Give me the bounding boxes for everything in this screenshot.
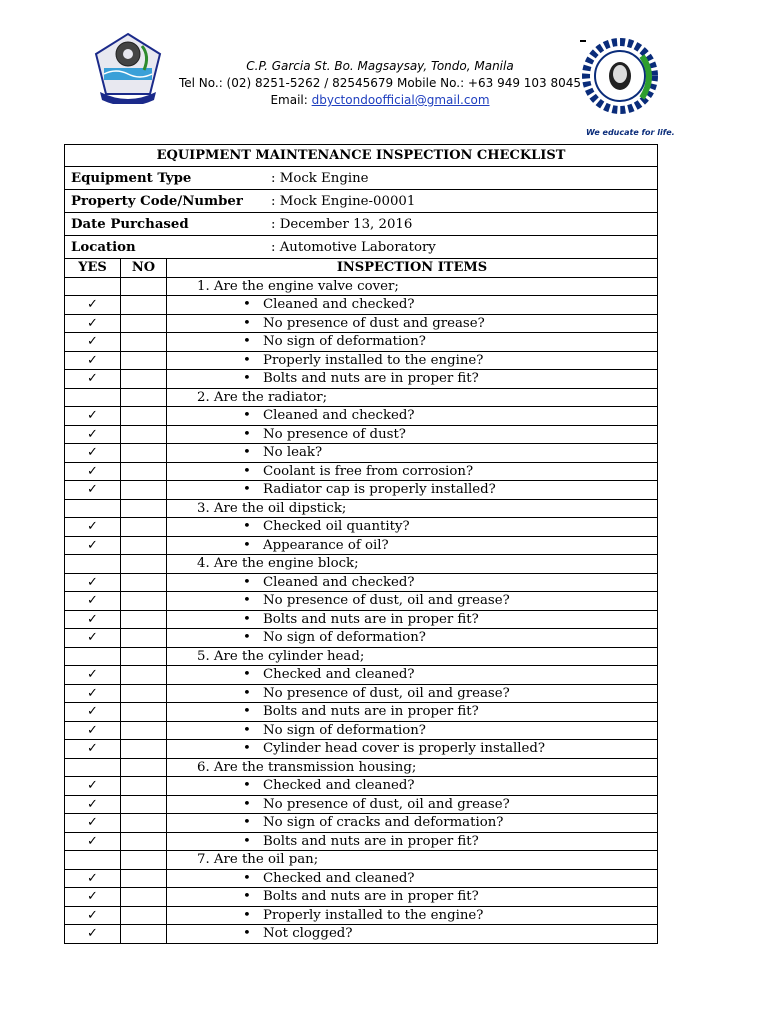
item-cell [167, 703, 658, 722]
bullet-icon: • [243, 297, 251, 313]
no-check-cell[interactable] [121, 425, 167, 444]
no-check-cell[interactable] [121, 814, 167, 833]
question-row [65, 499, 658, 518]
no-check-cell[interactable] [121, 925, 167, 944]
inspection-item-row [65, 888, 658, 907]
check-mark-icon: ✓ [87, 926, 98, 942]
item-text: No sign of cracks and deformation? [263, 815, 504, 831]
item-cell [167, 592, 658, 611]
bullet-icon: • [243, 778, 251, 794]
item-cell [167, 462, 658, 481]
inspection-item-row [65, 777, 658, 796]
bullet-icon: • [243, 889, 251, 905]
inspection-item-row [65, 610, 658, 629]
check-mark-icon: ✓ [87, 297, 98, 313]
inspection-item-row [65, 425, 658, 444]
no-check-cell[interactable] [121, 592, 167, 611]
question-text: 3. Are the oil dipstick; [167, 499, 658, 518]
item-text: No presence of dust, oil and grease? [263, 685, 510, 701]
no-check-cell[interactable] [121, 666, 167, 685]
yes-check-cell[interactable] [65, 462, 121, 481]
bullet-icon: • [243, 445, 251, 461]
no-cell[interactable] [121, 388, 167, 407]
no-check-cell[interactable] [121, 407, 167, 426]
item-text: Bolts and nuts are in proper fit? [263, 833, 479, 849]
inspection-item-row [65, 481, 658, 500]
item-text: Cleaned and checked? [263, 574, 415, 590]
item-text: No presence of dust, oil and grease? [263, 796, 510, 812]
question-text: 4. Are the engine block; [167, 555, 658, 574]
item-cell [167, 536, 658, 555]
no-check-cell[interactable] [121, 906, 167, 925]
yes-cell[interactable] [65, 388, 121, 407]
item-text: Checked and cleaned? [263, 667, 415, 683]
question-row [65, 388, 658, 407]
yes-cell[interactable] [65, 758, 121, 777]
address-line: C.P. Garcia St. Bo. Magsaysay, Tondo, Manila [246, 59, 514, 73]
yes-check-cell[interactable] [65, 869, 121, 888]
inspection-item-row [65, 407, 658, 426]
item-cell [167, 740, 658, 759]
info-row [65, 167, 658, 190]
yes-cell[interactable] [65, 555, 121, 574]
check-mark-icon: ✓ [87, 445, 98, 461]
school-emblem-logo [580, 36, 660, 116]
check-mark-icon: ✓ [87, 611, 98, 627]
yes-cell[interactable] [65, 499, 121, 518]
inspection-item-row [65, 629, 658, 648]
question-row [65, 851, 658, 870]
yes-check-cell[interactable] [65, 518, 121, 537]
check-mark-icon: ✓ [87, 630, 98, 646]
bullet-icon: • [243, 463, 251, 479]
item-cell [167, 333, 658, 352]
no-check-cell[interactable] [121, 629, 167, 648]
item-text: Cleaned and checked? [263, 408, 415, 424]
item-text: No presence of dust, oil and grease? [263, 593, 510, 609]
email-label: Email: [270, 93, 312, 107]
check-mark-icon: ✓ [87, 796, 98, 812]
inspection-item-row [65, 925, 658, 944]
yes-check-cell[interactable] [65, 370, 121, 389]
bullet-icon: • [243, 870, 251, 886]
check-mark-icon: ✓ [87, 371, 98, 387]
check-mark-icon: ✓ [87, 815, 98, 831]
no-check-cell[interactable] [121, 444, 167, 463]
info-row [65, 236, 658, 259]
item-cell [167, 888, 658, 907]
no-cell[interactable] [121, 647, 167, 666]
bullet-icon: • [243, 704, 251, 720]
no-cell[interactable] [121, 851, 167, 870]
inspection-item-row [65, 370, 658, 389]
item-cell [167, 296, 658, 315]
bullet-icon: • [243, 741, 251, 757]
info-value: : December 13, 2016 [271, 216, 413, 232]
yes-check-cell[interactable] [65, 814, 121, 833]
item-text: Checked oil quantity? [263, 519, 410, 535]
item-text: Bolts and nuts are in proper fit? [263, 611, 479, 627]
item-cell [167, 832, 658, 851]
inspection-item-row [65, 906, 658, 925]
no-check-cell[interactable] [121, 832, 167, 851]
check-mark-icon: ✓ [87, 870, 98, 886]
no-check-cell[interactable] [121, 370, 167, 389]
school-seal-logo [92, 32, 164, 104]
inspection-item-row [65, 666, 658, 685]
inspection-item-row [65, 592, 658, 611]
item-text: Radiator cap is properly installed? [263, 482, 496, 498]
inspection-item-row [65, 296, 658, 315]
no-check-cell[interactable] [121, 610, 167, 629]
bullet-icon: • [243, 408, 251, 424]
no-check-cell[interactable] [121, 536, 167, 555]
check-mark-icon: ✓ [87, 722, 98, 738]
question-text: 6. Are the transmission housing; [167, 758, 658, 777]
yes-check-cell[interactable] [65, 888, 121, 907]
info-label: Equipment Type [71, 170, 192, 186]
yes-check-cell[interactable] [65, 425, 121, 444]
no-check-cell[interactable] [121, 333, 167, 352]
check-mark-icon: ✓ [87, 426, 98, 442]
item-text: No sign of deformation? [263, 334, 426, 350]
bullet-icon: • [243, 833, 251, 849]
bullet-icon: • [243, 482, 251, 498]
bullet-icon: • [243, 593, 251, 609]
col-yes-header: YES [65, 259, 121, 278]
column-header-row [65, 259, 658, 278]
yes-check-cell[interactable] [65, 407, 121, 426]
check-mark-icon: ✓ [87, 408, 98, 424]
inspection-item-row [65, 333, 658, 352]
item-cell [167, 684, 658, 703]
item-cell [167, 351, 658, 370]
item-text: Bolts and nuts are in proper fit? [263, 371, 479, 387]
inspection-item-row [65, 832, 658, 851]
check-mark-icon: ✓ [87, 907, 98, 923]
item-cell [167, 610, 658, 629]
no-check-cell[interactable] [121, 296, 167, 315]
item-text: Properly installed to the engine? [263, 352, 484, 368]
no-cell[interactable] [121, 555, 167, 574]
check-mark-icon: ✓ [87, 889, 98, 905]
item-cell [167, 314, 658, 333]
check-mark-icon: ✓ [87, 352, 98, 368]
item-text: Cylinder head cover is properly installed? [263, 741, 546, 757]
yes-check-cell[interactable] [65, 333, 121, 352]
check-mark-icon: ✓ [87, 537, 98, 553]
check-mark-icon: ✓ [87, 593, 98, 609]
bullet-icon: • [243, 796, 251, 812]
check-mark-icon: ✓ [87, 778, 98, 794]
item-cell [167, 481, 658, 500]
item-text: No sign of deformation? [263, 630, 426, 646]
yes-check-cell[interactable] [65, 296, 121, 315]
check-mark-icon: ✓ [87, 574, 98, 590]
item-text: Checked and cleaned? [263, 870, 415, 886]
inspection-item-row [65, 518, 658, 537]
yes-check-cell[interactable] [65, 666, 121, 685]
bullet-icon: • [243, 574, 251, 590]
bullet-icon: • [243, 611, 251, 627]
question-text: 5. Are the cylinder head; [167, 647, 658, 666]
inspection-item-row [65, 573, 658, 592]
school-address-block [160, 58, 600, 109]
info-label: Property Code/Number [71, 193, 243, 209]
info-value: : Mock Engine-00001 [271, 193, 416, 209]
check-mark-icon: ✓ [87, 667, 98, 683]
inspection-item-row [65, 444, 658, 463]
info-row [65, 190, 658, 213]
bullet-icon: • [243, 722, 251, 738]
inspection-item-row [65, 721, 658, 740]
inspection-item-row [65, 462, 658, 481]
check-mark-icon: ✓ [87, 482, 98, 498]
check-mark-icon: ✓ [87, 519, 98, 535]
inspection-item-row [65, 795, 658, 814]
yes-check-cell[interactable] [65, 721, 121, 740]
yes-check-cell[interactable] [65, 832, 121, 851]
no-check-cell[interactable] [121, 740, 167, 759]
question-row [65, 277, 658, 296]
yes-check-cell[interactable] [65, 444, 121, 463]
item-text: Bolts and nuts are in proper fit? [263, 704, 479, 720]
inspection-checklist-table [64, 144, 658, 944]
info-label: Date Purchased [71, 216, 189, 232]
yes-check-cell[interactable] [65, 351, 121, 370]
yes-cell[interactable] [65, 647, 121, 666]
inspection-item-row [65, 869, 658, 888]
item-cell [167, 925, 658, 944]
question-row [65, 555, 658, 574]
bullet-icon: • [243, 371, 251, 387]
question-text: 2. Are the radiator; [167, 388, 658, 407]
inspection-item-row [65, 703, 658, 722]
no-check-cell[interactable] [121, 518, 167, 537]
bullet-icon: • [243, 667, 251, 683]
bullet-icon: • [243, 815, 251, 831]
no-check-cell[interactable] [121, 869, 167, 888]
question-text: 7. Are the oil pan; [167, 851, 658, 870]
yes-check-cell[interactable] [65, 314, 121, 333]
no-check-cell[interactable] [121, 351, 167, 370]
inspection-item-row [65, 684, 658, 703]
yes-check-cell[interactable] [65, 925, 121, 944]
item-text: No sign of deformation? [263, 722, 426, 738]
no-check-cell[interactable] [121, 777, 167, 796]
yes-check-cell[interactable] [65, 703, 121, 722]
yes-check-cell[interactable] [65, 610, 121, 629]
check-mark-icon: ✓ [87, 685, 98, 701]
no-cell[interactable] [121, 499, 167, 518]
item-text: Bolts and nuts are in proper fit? [263, 889, 479, 905]
check-mark-icon: ✓ [87, 741, 98, 757]
col-items-header: INSPECTION ITEMS [167, 259, 658, 278]
question-text: 1. Are the engine valve cover; [167, 277, 658, 296]
inspection-item-row [65, 536, 658, 555]
yes-check-cell[interactable] [65, 629, 121, 648]
info-value: : Automotive Laboratory [271, 239, 436, 255]
bullet-icon: • [243, 334, 251, 350]
yes-cell[interactable] [65, 851, 121, 870]
yes-check-cell[interactable] [65, 795, 121, 814]
no-check-cell[interactable] [121, 721, 167, 740]
bullet-icon: • [243, 537, 251, 553]
item-text: Appearance of oil? [263, 537, 389, 553]
item-text: Coolant is free from corrosion? [263, 463, 474, 479]
check-mark-icon: ✓ [87, 334, 98, 350]
letterhead [0, 30, 768, 137]
item-cell [167, 869, 658, 888]
bullet-icon: • [243, 630, 251, 646]
item-text: Not clogged? [263, 926, 353, 942]
item-text: Checked and cleaned? [263, 778, 415, 794]
yes-check-cell[interactable] [65, 906, 121, 925]
item-cell [167, 629, 658, 648]
yes-cell[interactable] [65, 277, 121, 296]
check-mark-icon: ✓ [87, 704, 98, 720]
info-row [65, 213, 658, 236]
item-text: No presence of dust? [263, 426, 406, 442]
item-text: Cleaned and checked? [263, 297, 415, 313]
school-tagline: We educate for life. [586, 128, 675, 137]
item-cell [167, 573, 658, 592]
bullet-icon: • [243, 519, 251, 535]
yes-check-cell[interactable] [65, 573, 121, 592]
inspection-item-row [65, 740, 658, 759]
item-cell [167, 906, 658, 925]
item-cell [167, 518, 658, 537]
check-mark-icon: ✓ [87, 463, 98, 479]
email-link[interactable]: dbyctondoofficial@gmail.com [311, 93, 490, 107]
no-check-cell[interactable] [121, 481, 167, 500]
item-cell [167, 795, 658, 814]
bullet-icon: • [243, 907, 251, 923]
phone-line: Tel No.: (02) 8251-5262 / 82545679 Mobile No.: +63 949 103 8045 [178, 76, 582, 90]
no-check-cell[interactable] [121, 314, 167, 333]
item-cell [167, 666, 658, 685]
email-line [160, 92, 600, 109]
col-no-header: NO [121, 259, 167, 278]
item-cell [167, 407, 658, 426]
item-cell [167, 370, 658, 389]
yes-check-cell[interactable] [65, 592, 121, 611]
no-cell[interactable] [121, 758, 167, 777]
item-cell [167, 777, 658, 796]
inspection-item-row [65, 814, 658, 833]
info-value: : Mock Engine [271, 170, 369, 186]
bullet-icon: • [243, 926, 251, 942]
yes-check-cell[interactable] [65, 777, 121, 796]
no-check-cell[interactable] [121, 573, 167, 592]
inspection-item-row [65, 314, 658, 333]
checklist-title: EQUIPMENT MAINTENANCE INSPECTION CHECKLIST [65, 145, 658, 167]
item-cell [167, 721, 658, 740]
no-check-cell[interactable] [121, 888, 167, 907]
no-check-cell[interactable] [121, 795, 167, 814]
check-mark-icon: ✓ [87, 315, 98, 331]
info-label: Location [71, 239, 136, 255]
item-cell [167, 444, 658, 463]
bullet-icon: • [243, 685, 251, 701]
bullet-icon: • [243, 315, 251, 331]
question-row [65, 758, 658, 777]
item-cell [167, 814, 658, 833]
item-text: No presence of dust and grease? [263, 315, 485, 331]
no-cell[interactable] [121, 277, 167, 296]
yes-check-cell[interactable] [65, 740, 121, 759]
bullet-icon: • [243, 426, 251, 442]
check-mark-icon: ✓ [87, 833, 98, 849]
bullet-icon: • [243, 352, 251, 368]
question-row [65, 647, 658, 666]
no-check-cell[interactable] [121, 462, 167, 481]
yes-check-cell[interactable] [65, 481, 121, 500]
item-cell [167, 425, 658, 444]
yes-check-cell[interactable] [65, 684, 121, 703]
item-text: No leak? [263, 445, 323, 461]
yes-check-cell[interactable] [65, 536, 121, 555]
no-check-cell[interactable] [121, 703, 167, 722]
no-check-cell[interactable] [121, 684, 167, 703]
item-text: Properly installed to the engine? [263, 907, 484, 923]
inspection-item-row [65, 351, 658, 370]
